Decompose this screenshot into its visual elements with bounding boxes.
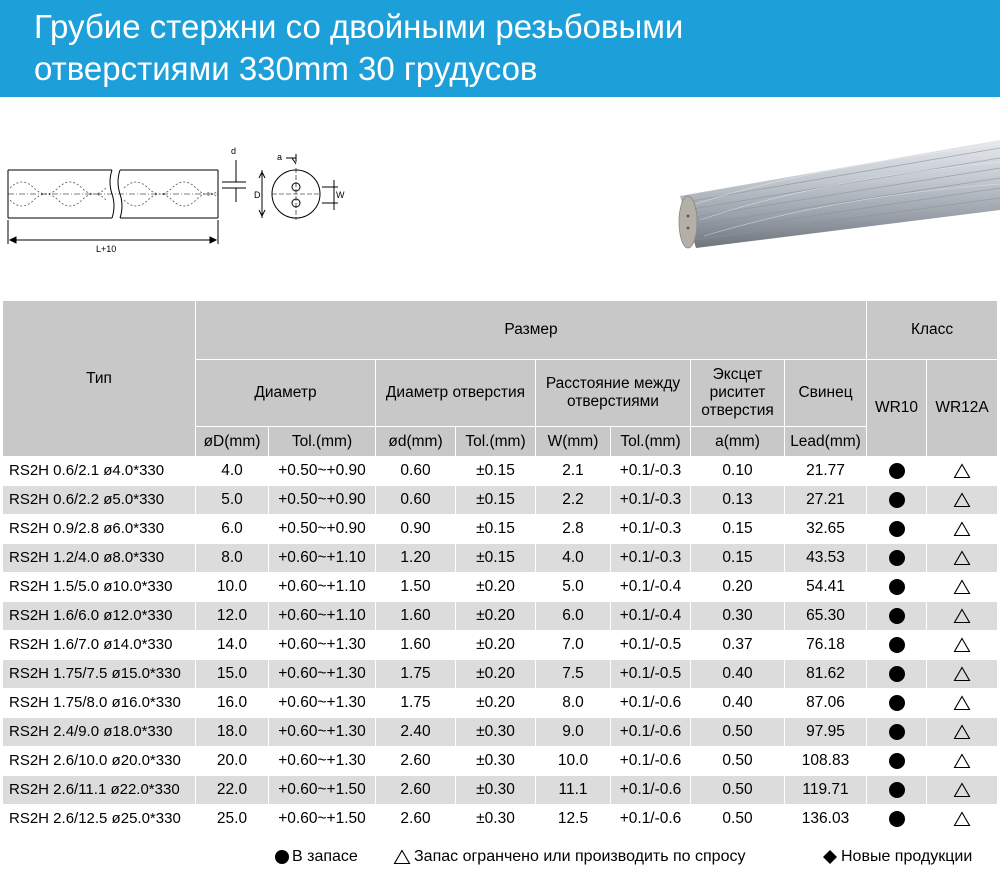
col-diameter: 22.0 — [196, 776, 269, 805]
col-diameter: 5.0 — [196, 486, 269, 515]
col-hole-diameter: 0.90 — [376, 515, 456, 544]
triangle-outline-icon — [953, 753, 971, 769]
filled-circle-icon — [889, 608, 905, 624]
col-hole-distance-tol: +0.1/-0.5 — [611, 660, 691, 689]
col-hole-distance-tol: +0.1/-0.6 — [611, 689, 691, 718]
triangle-outline-icon — [953, 666, 971, 682]
col-diameter-tol: +0.50~+0.90 — [269, 486, 376, 515]
col-diameter-tol: +0.60~+1.50 — [269, 776, 376, 805]
label-d: d — [231, 146, 237, 156]
filled-circle-icon — [889, 463, 905, 479]
col-type: RS2H 1.6/7.0 ø14.0*330 — [3, 631, 196, 660]
table-row — [3, 544, 998, 573]
col-hole-distance: 9.0 — [536, 718, 611, 747]
col-hole-diameter: 1.60 — [376, 631, 456, 660]
col-lead: 65.30 — [785, 602, 867, 631]
col-hole-diameter: 2.60 — [376, 776, 456, 805]
col-hole-distance-tol: +0.1/-0.3 — [611, 457, 691, 486]
filled-circle-icon — [889, 695, 905, 711]
unit-W-tol: Tol.(mm) — [611, 427, 691, 457]
col-diameter-tol: +0.60~+1.30 — [269, 660, 376, 689]
col-lead: 136.03 — [785, 805, 867, 834]
filled-circle-icon — [889, 782, 905, 798]
class-header: Класс — [867, 301, 998, 360]
table-row — [3, 631, 998, 660]
page-title — [34, 6, 683, 90]
col-grade-wr12a — [927, 602, 998, 631]
table-row — [3, 515, 998, 544]
table-row — [3, 747, 998, 776]
col-hole-distance: 8.0 — [536, 689, 611, 718]
col-eccentricity: 0.40 — [691, 660, 785, 689]
col-diameter: 16.0 — [196, 689, 269, 718]
unit-W: W(mm) — [536, 427, 611, 457]
col-hole-diameter: 2.60 — [376, 805, 456, 834]
table-row — [3, 457, 998, 486]
title-line-1: Грубие стержни со двойными резьбовыми — [34, 8, 684, 45]
triangle-outline-icon — [953, 695, 971, 711]
col-grade-wr10 — [867, 718, 927, 747]
col-eccentricity: 0.50 — [691, 747, 785, 776]
col-hole-diameter: 0.60 — [376, 486, 456, 515]
grade-wr12a: WR12A — [927, 360, 998, 457]
col-grade-wr10 — [867, 486, 927, 515]
col-hole-diameter-tol: ±0.15 — [456, 515, 536, 544]
col-hole-distance-tol: +0.1/-0.6 — [611, 747, 691, 776]
col-eccentricity: 0.20 — [691, 573, 785, 602]
unit-lead: Lead(mm) — [785, 427, 867, 457]
col-hole-distance: 12.5 — [536, 805, 611, 834]
col-diameter: 10.0 — [196, 573, 269, 602]
col-hole-diameter-tol: ±0.20 — [456, 573, 536, 602]
col-lead: 54.41 — [785, 573, 867, 602]
col-hole-diameter: 1.75 — [376, 689, 456, 718]
col-grade-wr12a — [927, 573, 998, 602]
col-grade-wr12a — [927, 457, 998, 486]
col-lead: 27.21 — [785, 486, 867, 515]
col-eccentricity: 0.50 — [691, 805, 785, 834]
col-eccentricity: 0.40 — [691, 689, 785, 718]
col-grade-wr12a — [927, 718, 998, 747]
triangle-outline-icon — [953, 724, 971, 740]
filled-circle-icon — [889, 637, 905, 653]
col-eccentricity: 0.37 — [691, 631, 785, 660]
filled-circle-icon — [889, 811, 905, 827]
col-grade-wr10 — [867, 660, 927, 689]
col-hole-distance-tol: +0.1/-0.4 — [611, 573, 691, 602]
rod-illustration — [676, 140, 1000, 255]
col-eccentricity: 0.50 — [691, 718, 785, 747]
col-hole-distance: 6.0 — [536, 602, 611, 631]
col-hole-diameter: 2.60 — [376, 747, 456, 776]
triangle-outline-icon — [953, 492, 971, 508]
filled-circle-icon — [889, 666, 905, 682]
col-hole-diameter: 1.60 — [376, 602, 456, 631]
group-hole-distance: Расстояние между отверстиями — [536, 360, 691, 427]
col-hole-diameter-tol: ±0.15 — [456, 486, 536, 515]
col-hole-diameter: 0.60 — [376, 457, 456, 486]
triangle-outline-icon — [953, 463, 971, 479]
col-hole-diameter-tol: ±0.20 — [456, 602, 536, 631]
filled-diamond-icon — [822, 849, 838, 865]
filled-circle-icon — [889, 521, 905, 537]
col-hole-diameter: 1.20 — [376, 544, 456, 573]
col-hole-distance-tol: +0.1/-0.5 — [611, 631, 691, 660]
col-hole-diameter: 1.50 — [376, 573, 456, 602]
label-D: D — [254, 190, 261, 200]
table-row — [3, 660, 998, 689]
col-lead: 21.77 — [785, 457, 867, 486]
triangle-outline-icon — [953, 608, 971, 624]
size-header: Размер — [196, 301, 867, 360]
group-hole-diameter: Диаметр отверстия — [376, 360, 536, 427]
col-hole-distance: 2.1 — [536, 457, 611, 486]
col-hole-distance: 2.2 — [536, 486, 611, 515]
col-diameter: 12.0 — [196, 602, 269, 631]
triangle-outline-icon — [953, 811, 971, 827]
col-hole-distance: 2.8 — [536, 515, 611, 544]
table-row — [3, 805, 998, 834]
col-diameter-tol: +0.60~+1.10 — [269, 602, 376, 631]
filled-circle-icon — [889, 492, 905, 508]
filled-circle-icon — [275, 850, 289, 864]
col-hole-distance-tol: +0.1/-0.3 — [611, 544, 691, 573]
triangle-outline-icon — [953, 579, 971, 595]
col-type: RS2H 0.6/2.1 ø4.0*330 — [3, 457, 196, 486]
col-hole-distance: 4.0 — [536, 544, 611, 573]
col-diameter: 8.0 — [196, 544, 269, 573]
col-diameter-tol: +0.50~+0.90 — [269, 457, 376, 486]
col-eccentricity: 0.30 — [691, 602, 785, 631]
rod-technical-drawing — [0, 140, 360, 255]
col-type: RS2H 2.6/11.1 ø22.0*330 — [3, 776, 196, 805]
col-eccentricity: 0.10 — [691, 457, 785, 486]
table-row — [3, 573, 998, 602]
label-W: W — [336, 190, 345, 200]
col-grade-wr10 — [867, 689, 927, 718]
col-hole-diameter: 2.40 — [376, 718, 456, 747]
col-type: RS2H 0.9/2.8 ø6.0*330 — [3, 515, 196, 544]
col-grade-wr10 — [867, 573, 927, 602]
col-grade-wr10 — [867, 544, 927, 573]
triangle-outline-icon — [953, 521, 971, 537]
legend — [0, 846, 998, 868]
group-eccentricity: Эксцет риситет отверстия — [691, 360, 785, 427]
filled-circle-icon — [889, 579, 905, 595]
col-grade-wr10 — [867, 631, 927, 660]
col-diameter-tol: +0.60~+1.50 — [269, 805, 376, 834]
table-row — [3, 776, 998, 805]
unit-D: øD(mm) — [196, 427, 269, 457]
col-grade-wr12a — [927, 631, 998, 660]
col-type: RS2H 1.6/6.0 ø12.0*330 — [3, 602, 196, 631]
col-grade-wr10 — [867, 457, 927, 486]
legend-limited — [393, 846, 745, 868]
col-hole-distance: 7.0 — [536, 631, 611, 660]
col-hole-diameter: 1.75 — [376, 660, 456, 689]
legend-in-stock-label: В запасе — [292, 848, 358, 865]
col-diameter-tol: +0.60~+1.10 — [269, 573, 376, 602]
col-grade-wr10 — [867, 515, 927, 544]
col-hole-distance-tol: +0.1/-0.4 — [611, 602, 691, 631]
legend-new-label: Новые продукции — [841, 848, 973, 865]
col-diameter: 15.0 — [196, 660, 269, 689]
legend-limited-label: Запас огранчено или производить по спросу — [414, 848, 746, 865]
col-diameter: 14.0 — [196, 631, 269, 660]
col-grade-wr12a — [927, 486, 998, 515]
col-hole-distance-tol: +0.1/-0.6 — [611, 805, 691, 834]
col-hole-distance: 10.0 — [536, 747, 611, 776]
unit-D-tol: Tol.(mm) — [269, 427, 376, 457]
col-type: RS2H 2.4/9.0 ø18.0*330 — [3, 718, 196, 747]
col-lead: 97.95 — [785, 718, 867, 747]
triangle-outline-icon — [953, 637, 971, 653]
col-diameter: 4.0 — [196, 457, 269, 486]
triangle-outline-icon — [953, 782, 971, 798]
col-grade-wr12a — [927, 544, 998, 573]
col-grade-wr12a — [927, 776, 998, 805]
col-lead: 108.83 — [785, 747, 867, 776]
col-type: RS2H 1.5/5.0 ø10.0*330 — [3, 573, 196, 602]
col-hole-distance: 5.0 — [536, 573, 611, 602]
col-eccentricity: 0.13 — [691, 486, 785, 515]
spec-table-body — [3, 457, 998, 834]
col-hole-distance: 11.1 — [536, 776, 611, 805]
col-diameter: 25.0 — [196, 805, 269, 834]
group-lead: Свинец — [785, 360, 867, 427]
filled-circle-icon — [889, 550, 905, 566]
col-grade-wr12a — [927, 747, 998, 776]
table-row — [3, 486, 998, 515]
col-diameter-tol: +0.60~+1.30 — [269, 718, 376, 747]
col-type: RS2H 1.2/4.0 ø8.0*330 — [3, 544, 196, 573]
legend-new — [822, 846, 972, 868]
col-eccentricity: 0.15 — [691, 515, 785, 544]
group-diameter: Диаметр — [196, 360, 376, 427]
unit-d-tol: Tol.(mm) — [456, 427, 536, 457]
spec-table — [2, 300, 998, 834]
col-type-header: Тип — [3, 301, 196, 457]
col-hole-diameter-tol: ±0.30 — [456, 805, 536, 834]
grade-wr10: WR10 — [867, 360, 927, 457]
col-diameter-tol: +0.50~+0.90 — [269, 515, 376, 544]
col-hole-distance: 7.5 — [536, 660, 611, 689]
col-eccentricity: 0.50 — [691, 776, 785, 805]
col-hole-diameter-tol: ±0.30 — [456, 718, 536, 747]
title-banner — [0, 0, 1000, 97]
col-diameter-tol: +0.60~+1.30 — [269, 631, 376, 660]
col-hole-distance-tol: +0.1/-0.6 — [611, 776, 691, 805]
col-diameter-tol: +0.60~+1.30 — [269, 689, 376, 718]
col-grade-wr12a — [927, 660, 998, 689]
col-hole-distance-tol: +0.1/-0.3 — [611, 515, 691, 544]
col-grade-wr10 — [867, 602, 927, 631]
col-type: RS2H 2.6/10.0 ø20.0*330 — [3, 747, 196, 776]
col-hole-diameter-tol: ±0.30 — [456, 776, 536, 805]
col-lead: 32.65 — [785, 515, 867, 544]
triangle-outline-icon — [953, 550, 971, 566]
label-a: a — [277, 152, 283, 162]
title-line-2: отверстиями 330mm 30 грудусов — [34, 50, 538, 87]
col-diameter: 6.0 — [196, 515, 269, 544]
col-hole-diameter-tol: ±0.30 — [456, 747, 536, 776]
table-row — [3, 602, 998, 631]
col-lead: 81.62 — [785, 660, 867, 689]
col-type: RS2H 2.6/12.5 ø25.0*330 — [3, 805, 196, 834]
col-hole-distance-tol: +0.1/-0.3 — [611, 486, 691, 515]
table-row — [3, 718, 998, 747]
col-lead: 87.06 — [785, 689, 867, 718]
col-hole-diameter-tol: ±0.20 — [456, 631, 536, 660]
col-grade-wr12a — [927, 805, 998, 834]
col-type: RS2H 1.75/8.0 ø16.0*330 — [3, 689, 196, 718]
col-grade-wr10 — [867, 747, 927, 776]
col-type: RS2H 1.75/7.5 ø15.0*330 — [3, 660, 196, 689]
unit-d: ød(mm) — [376, 427, 456, 457]
unit-a: a(mm) — [691, 427, 785, 457]
col-lead: 76.18 — [785, 631, 867, 660]
filled-circle-icon — [889, 724, 905, 740]
col-eccentricity: 0.15 — [691, 544, 785, 573]
col-hole-diameter-tol: ±0.20 — [456, 660, 536, 689]
col-lead: 119.71 — [785, 776, 867, 805]
col-diameter: 18.0 — [196, 718, 269, 747]
col-diameter-tol: +0.60~+1.30 — [269, 747, 376, 776]
triangle-outline-icon — [393, 849, 411, 865]
filled-circle-icon — [889, 753, 905, 769]
table-row — [3, 689, 998, 718]
col-hole-diameter-tol: ±0.15 — [456, 544, 536, 573]
col-type: RS2H 0.6/2.2 ø5.0*330 — [3, 486, 196, 515]
col-grade-wr10 — [867, 805, 927, 834]
col-hole-distance-tol: +0.1/-0.6 — [611, 718, 691, 747]
col-hole-diameter-tol: ±0.15 — [456, 457, 536, 486]
col-diameter-tol: +0.60~+1.10 — [269, 544, 376, 573]
col-grade-wr12a — [927, 515, 998, 544]
col-hole-diameter-tol: ±0.20 — [456, 689, 536, 718]
legend-in-stock — [275, 846, 358, 868]
col-grade-wr12a — [927, 689, 998, 718]
col-lead: 43.53 — [785, 544, 867, 573]
col-diameter: 20.0 — [196, 747, 269, 776]
label-L: L+10 — [96, 244, 117, 254]
col-grade-wr10 — [867, 776, 927, 805]
